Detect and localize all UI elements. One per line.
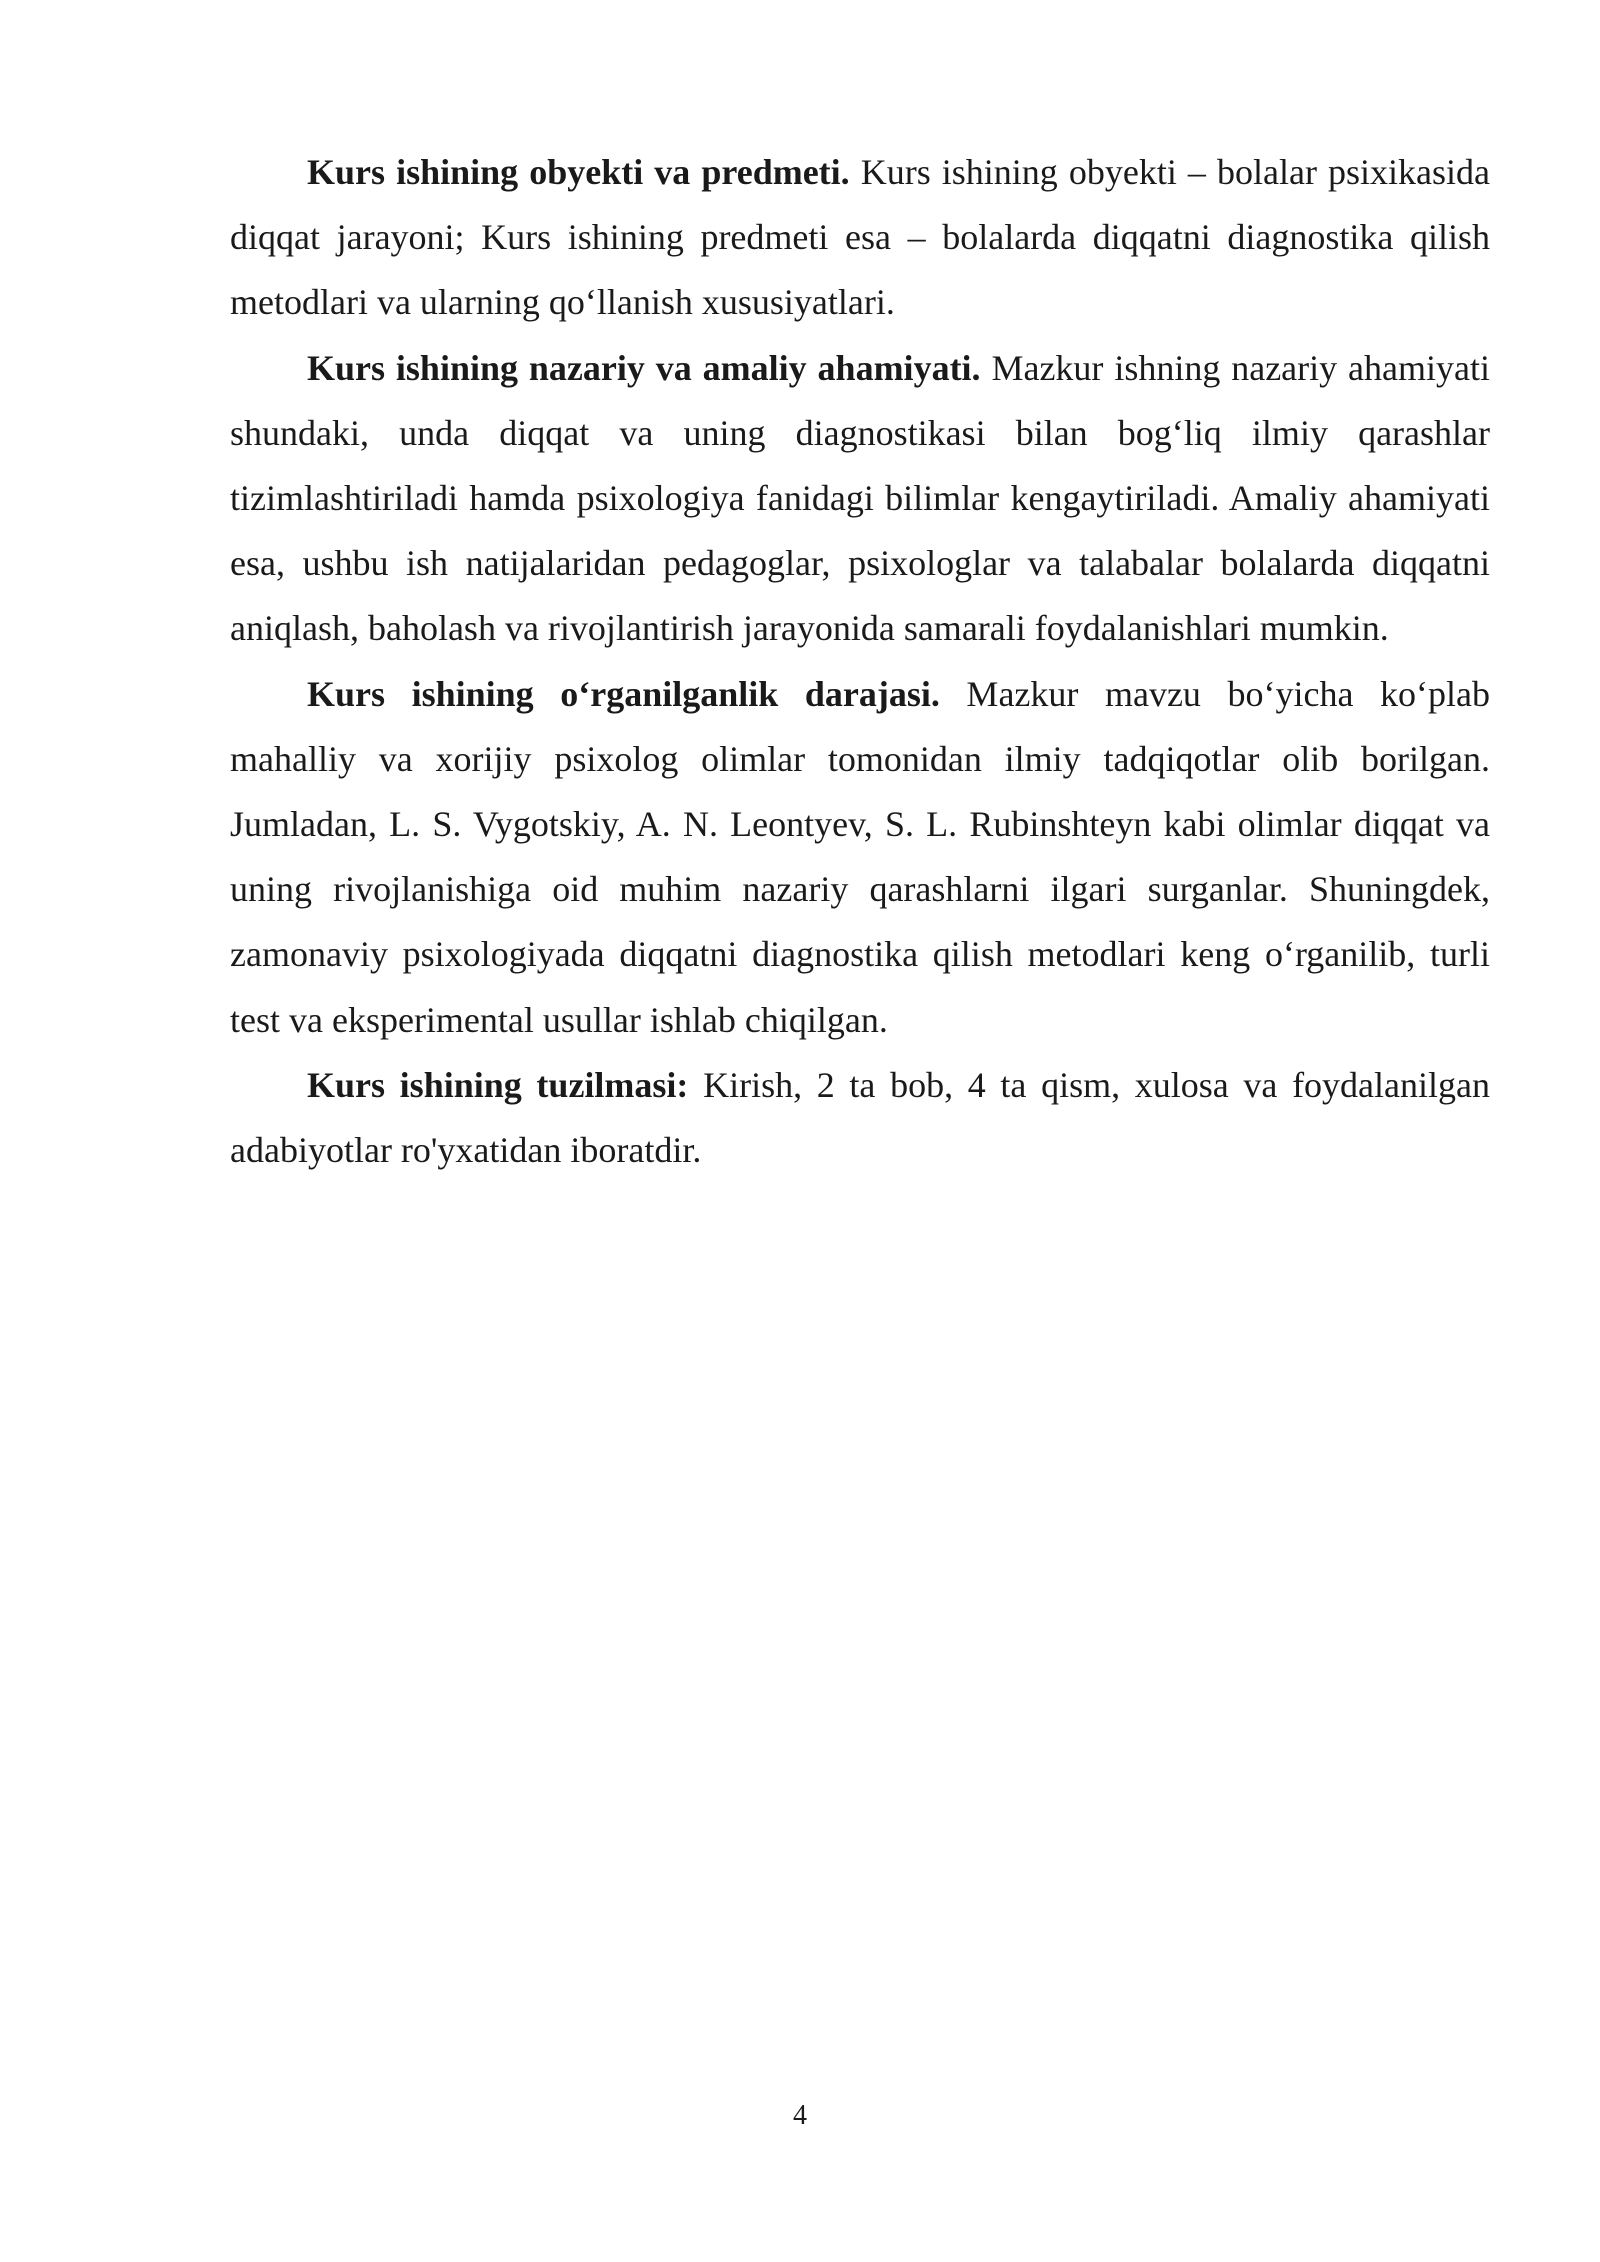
- paragraph-heading: Kurs ishining o‘rganilganlik darajasi.: [307, 673, 940, 714]
- paragraph-text: Mazkur mavzu bo‘yicha ko‘plab mahalliy va xorijiy psixolog olimlar tomonidan ilmiy tadqiqotlar olib borilgan. Jumladan, L. S. Vygotskiy, A. N. Leontyev, S. L. Rubinshteyn kabi olimlar diqqat va uning rivojlanishiga oid muhim nazariy qarashlarni ilgari surganlar. Shuningdek, zamonaviy psixologiyada diqqatni diagnostika qilish metodlari keng o‘rganilib, turli test va eksperimental usullar ishlab chiqilgan.: [230, 673, 1490, 1040]
- paragraph-structure: [230, 1053, 1490, 1183]
- paragraph-text: Mazkur ishning nazariy ahamiyati shundaki, unda diqqat va uning diagnostikasi bilan bog‘liq ilmiy qarashlar tizimlashtiriladi hamda psixologiya fanidagi bilimlar kengaytiriladi. Amaliy ahamiyati esa, ushbu ish natijalaridan pedagoglar, psixologlar va talabalar bolalarda diqqatni aniqlash, baholash va rivojlantirish jarayonida samarali foydalanishlari mumkin.: [230, 347, 1490, 649]
- paragraph-heading: Kurs ishining obyekti va predmeti.: [307, 152, 850, 192]
- paragraph-object-subject: [230, 140, 1490, 336]
- page-number: 4: [793, 2100, 807, 2131]
- paragraph-heading: Kurs ishining tuzilmasi:: [307, 1064, 689, 1105]
- page-body: [230, 140, 1490, 1183]
- paragraph-text: Kurs ishining obyekti – bolalar psixikasida diqqat jarayoni; Kurs ishining predmeti esa – bolalarda diqqatni diagnostika qilish metodlari va ularning qo‘llanish xususiyatlari.: [230, 152, 1490, 323]
- paragraph-research-level: [230, 662, 1490, 1053]
- paragraph-significance: [230, 336, 1490, 662]
- paragraph-heading: Kurs ishining nazariy va amaliy ahamiyati.: [307, 347, 981, 388]
- paragraph-text: Kirish, 2 ta bob, 4 ta qism, xulosa va foydalanilgan adabiyotlar ro'yxatidan iboratdir.: [230, 1064, 1491, 1171]
